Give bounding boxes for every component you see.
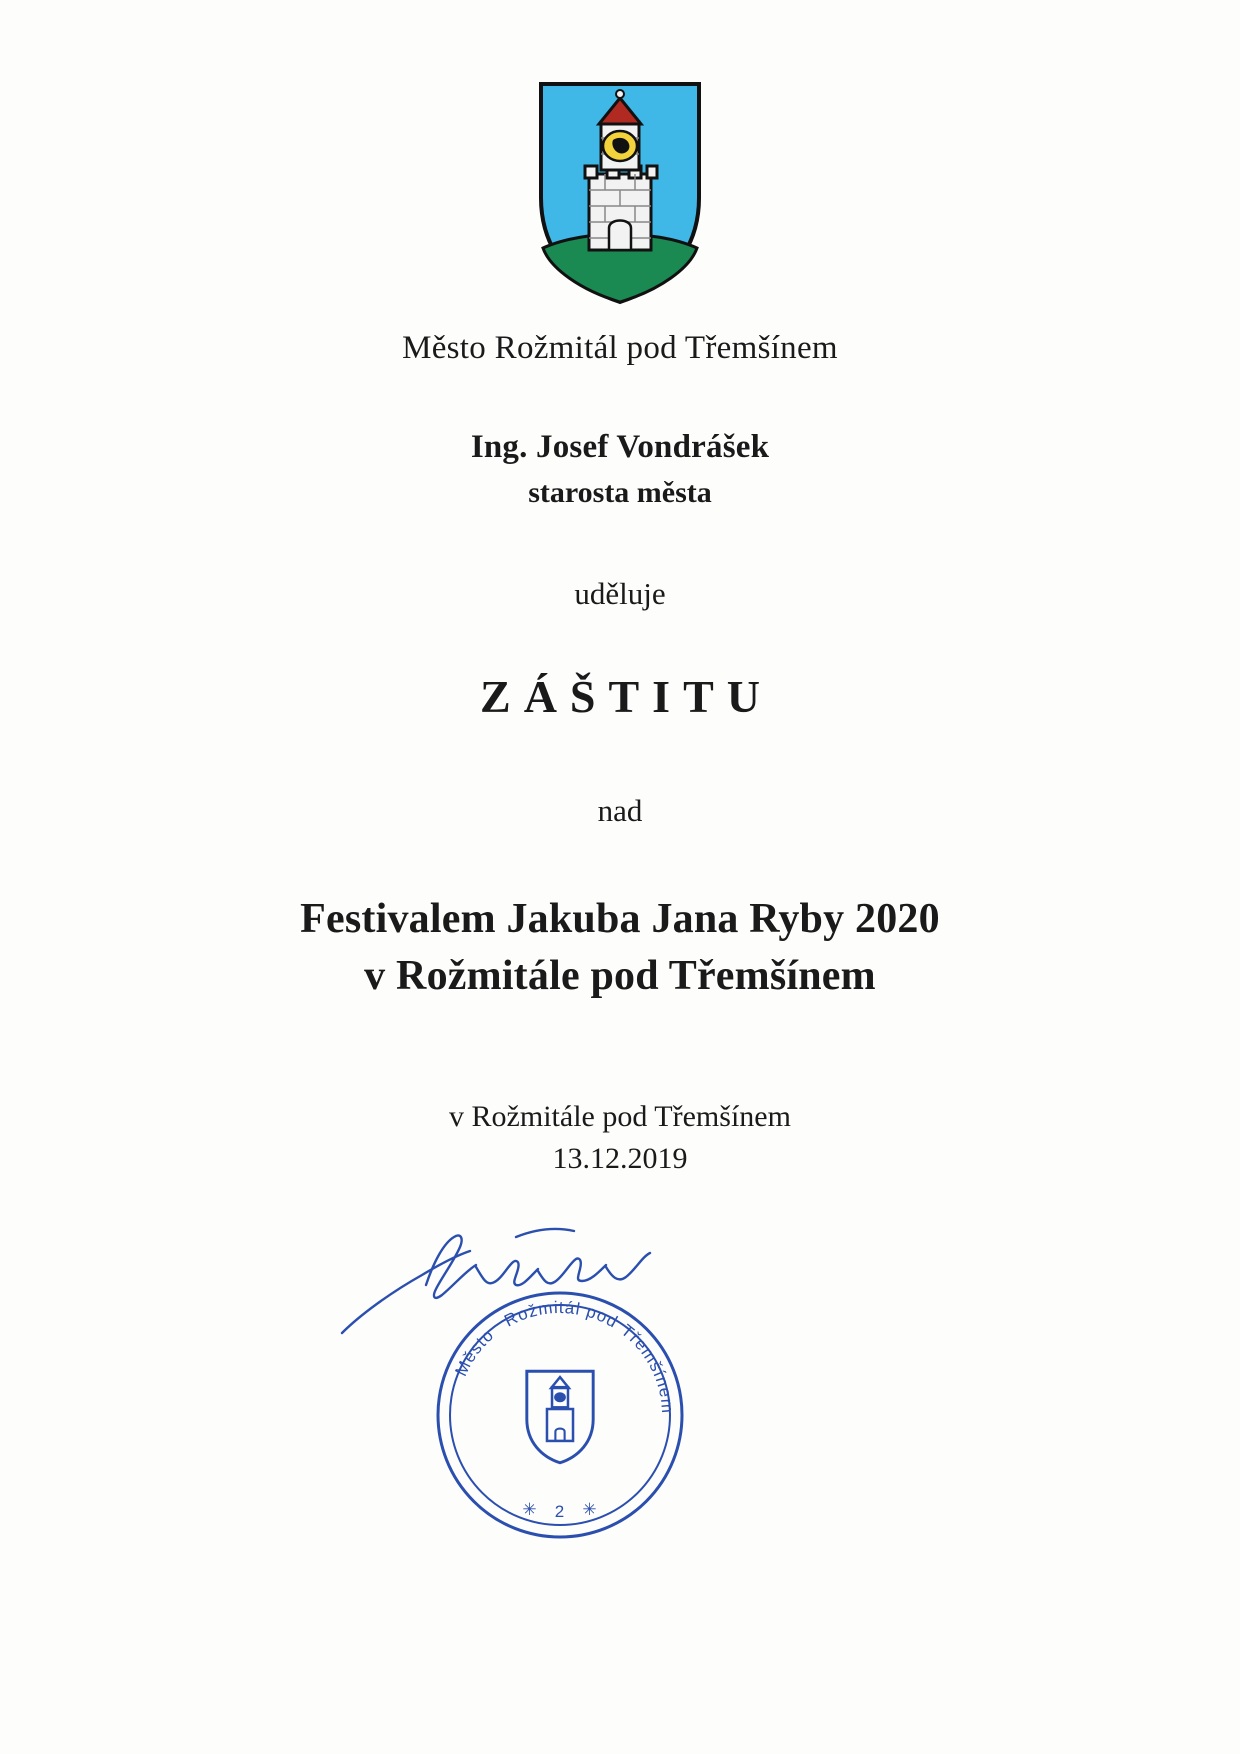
event-title xyxy=(0,891,1240,1004)
grants-verb: uděluje xyxy=(574,576,666,611)
mayor-role: starosta města xyxy=(528,476,712,509)
award-word: ZÁŠTITU xyxy=(480,671,773,722)
date-line: 13.12.2019 xyxy=(552,1142,688,1176)
coat-of-arms-icon xyxy=(535,78,705,308)
place-line: v Rožmitále pod Třemšínem xyxy=(449,1100,791,1134)
stamp-top-text-2: Rožmitál pod xyxy=(501,1297,622,1332)
signature-block xyxy=(330,1215,750,1525)
official-round-stamp xyxy=(430,1285,690,1545)
coat-of-arms xyxy=(0,78,1240,308)
stamp-star-left: ✳ xyxy=(522,1500,538,1519)
stamp-number: 2 xyxy=(554,1502,566,1521)
stamp-top-text-3: Třemšínem xyxy=(617,1320,678,1415)
mayor-name: Ing. Josef Vondrášek xyxy=(470,429,770,465)
over-word: nad xyxy=(597,793,643,828)
stamp-star-right: ✳ xyxy=(582,1500,598,1519)
issuer-line: Město Rožmitál pod Třemšínem xyxy=(402,330,838,366)
certificate-body xyxy=(0,330,1240,1176)
event-title-line1: Festivalem Jakuba Jana Ryby 2020 xyxy=(300,896,940,942)
stamp-top-text: Město xyxy=(451,1325,498,1380)
event-title-line2: v Rožmitále pod Třemšínem xyxy=(364,952,876,999)
